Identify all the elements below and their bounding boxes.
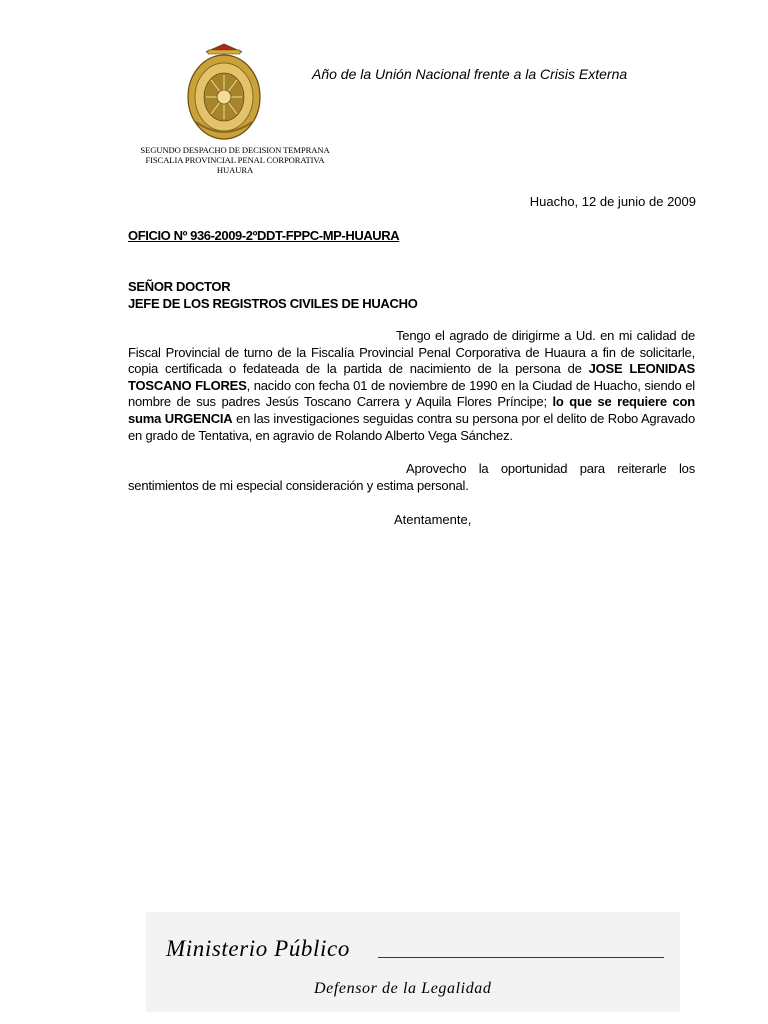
- closing-paragraph: Aprovecho la oportunidad para reiterarle los sentimientos de mi especial consideración y estima personal.: [128, 461, 695, 493]
- fiscalia-emblem: [184, 42, 264, 142]
- office-line-2: FISCALIA PROVINCIAL PENAL CORPORATIVA: [145, 155, 325, 165]
- addressee-office: JEFE DE LOS REGISTROS CIVILES DE HUACHO: [128, 296, 418, 311]
- addressee-title: SEÑOR DOCTOR: [128, 279, 231, 294]
- addressee-block: [128, 278, 418, 312]
- person-name: JOSE LEONIDAS TOSCANO FLORES: [128, 361, 695, 393]
- footer-banner: [146, 912, 680, 1012]
- footer-motto: Defensor de la Legalidad: [314, 980, 492, 997]
- body-text-part-2: , nacido con fecha 01 de noviembre de 1990 en la Ciudad de Huacho, siendo el nombre de sus padres Jesús Toscano Carrera y Aquila Flores Príncipe;: [128, 377, 695, 410]
- office-line-1: SEGUNDO DESPACHO DE DECISION TEMPRANA: [140, 145, 330, 155]
- emblem-seal-icon: [184, 42, 264, 142]
- year-motto: Año de la Unión Nacional frente a la Crisis Externa: [312, 66, 628, 82]
- body-paragraph: [128, 328, 695, 444]
- office-header: [118, 145, 352, 175]
- place-date: Huacho, 12 de junio de 2009: [529, 194, 696, 209]
- footer-rule: [378, 957, 664, 958]
- footer-title: Ministerio Público: [166, 936, 350, 961]
- body-text-part-1: Tengo el agrado de dirigirme a Ud. en mi calidad de Fiscal Provincial de turno de la Fiscalía Provincial Penal Corporativa de Huaura a fin de solicitarle, copia certificada o fedateada de la partida de nacimiento de la persona de: [128, 328, 695, 377]
- oficio-reference: OFICIO Nº 936-2009-2ºDDT-FPPC-MP-HUAURA: [128, 228, 400, 243]
- office-line-3: HUAURA: [216, 165, 254, 175]
- urgency-note: lo que se requiere con suma URGENCIA: [128, 394, 695, 426]
- body-text-part-3: en las investigaciones seguidas contra su persona por el delito de Robo Agravado en grado de Tentativa, en agravio de Rolando Alberto Vega Sánchez.: [128, 410, 695, 443]
- sign-off: Atentamente,: [394, 512, 472, 527]
